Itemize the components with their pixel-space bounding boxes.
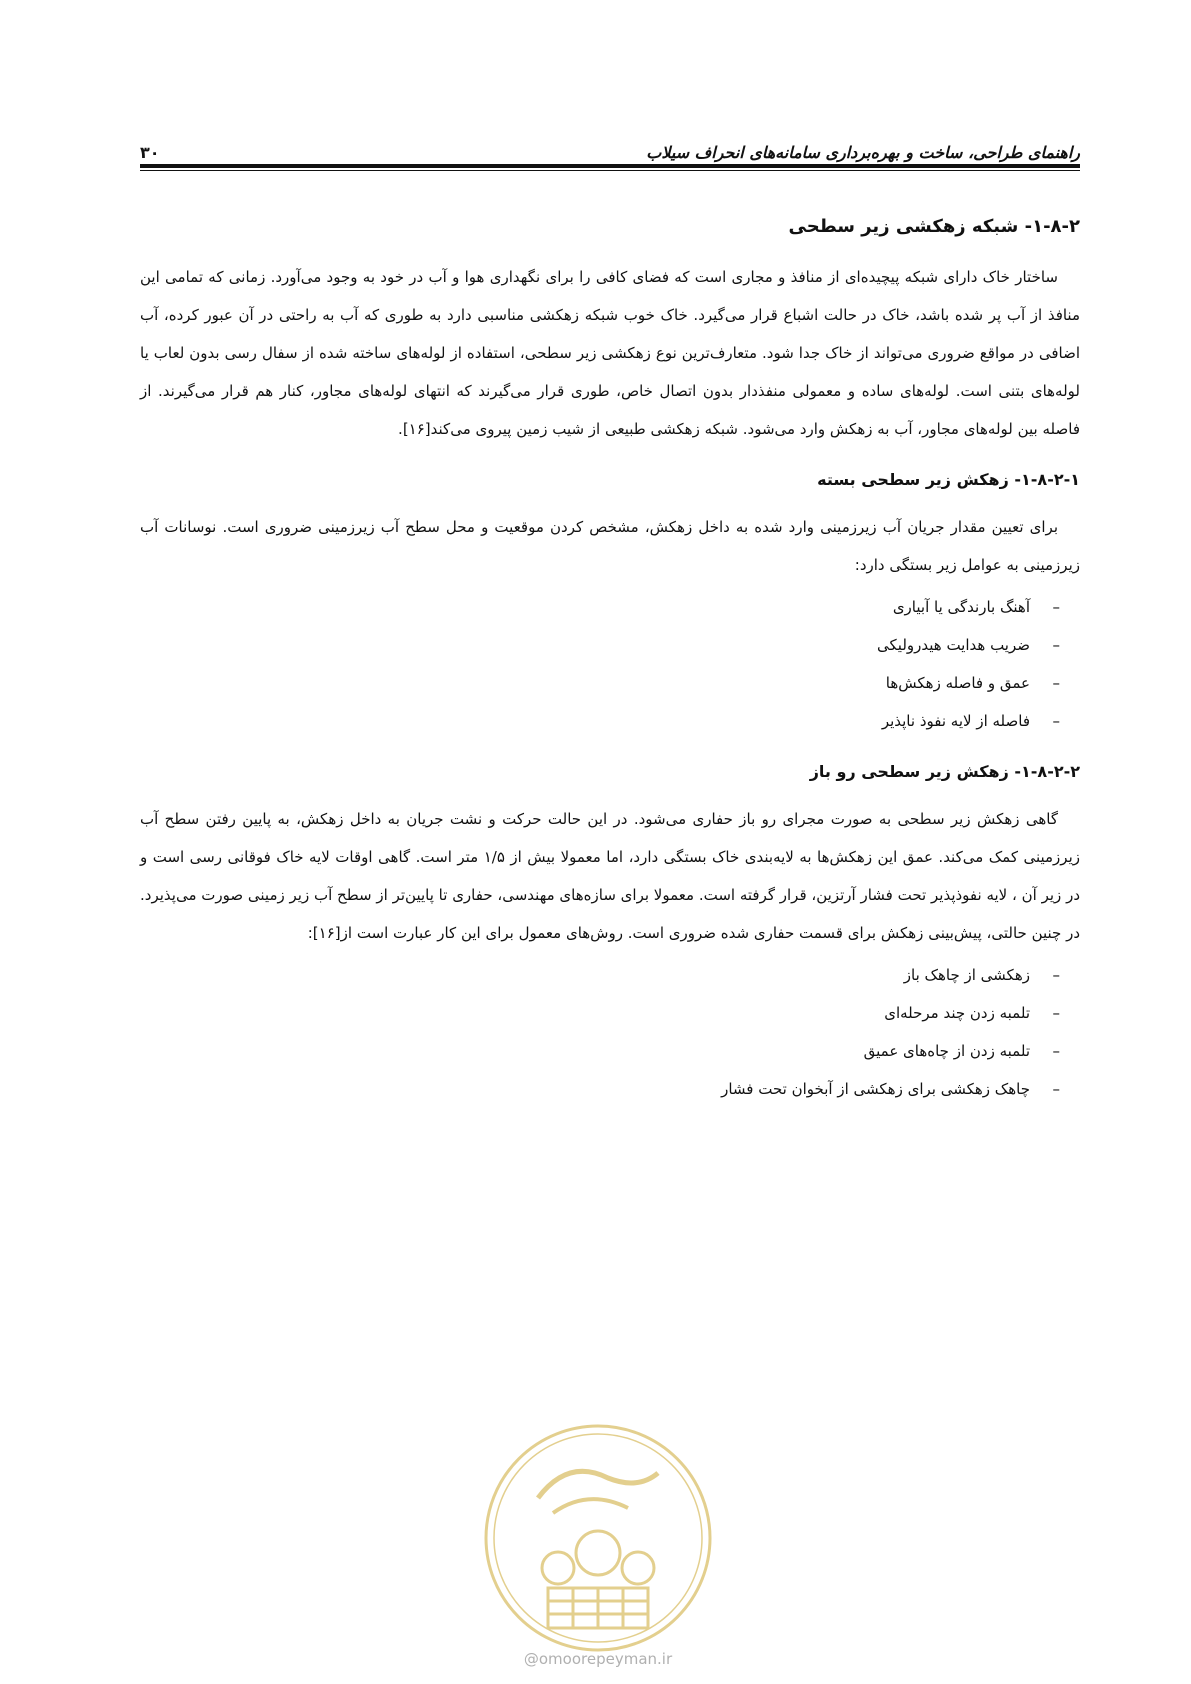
list-item: – تلمبه زدن از چاه‌های عمیق	[140, 1032, 1060, 1070]
page-body	[140, 212, 1080, 1108]
factor-list	[140, 588, 1080, 740]
list-item: – عمق و فاصله زهکش‌ها	[140, 664, 1060, 702]
page-number: ۳۰	[140, 143, 160, 162]
watermark-site-url: @omoorepeyman.ir	[523, 1650, 673, 1668]
section-heading-open-drain: ۱-۸-۲-۲- زهکش زیر سطحی رو باز	[809, 762, 1080, 781]
list-item: – آهنگ بارندگی یا آبیاری	[140, 588, 1060, 626]
paragraph-subsurface-drainage: ساختار خاک دارای شبکه پیچیده‌ای از منافذ و مجاری است که فضای کافی را برای نگهداری هوا و آب در خود به وجود می‌آورد. زمانی که تمامی این منافذ از آب پر شده باشد، خاک در حالت اشباع قرار می‌گیرد. خاک خوب شبکه زهکشی مناسبی دارد به طوری که آب به راحتی در آن عبور کرده، آب اضافی در مواقع ضروری می‌تواند از خاک جدا شود. متعارف‌ترین نوع زهکشی زیر سطحی، استفاده از لوله‌های ساخته شده از سفال رسی بدون لعاب یا لوله‌های بتنی است. لوله‌های ساده و معمولی منفذدار بدون اتصال خاص، طوری قرار می‌گیرند که انتهای لوله‌های مجاور، کنار هم قرار می‌گیرند. از فاصله بین لوله‌های مجاور، آب به زهکش وارد می‌شود. شبکه زهکشی طبیعی از شیب زمین پیروی می‌کند[۱۶].	[140, 268, 1080, 438]
section-heading-closed-drain: ۱-۸-۲-۱- زهکش زیر سطحی بسته	[817, 470, 1080, 489]
list-item: – ضریب هدایت هیدرولیکی	[140, 626, 1060, 664]
page-header	[140, 128, 1080, 162]
dash-marker: –	[1052, 598, 1060, 616]
section-heading-subsurface-drainage: ۱-۸-۲- شبکه زهکشی زیر سطحی	[788, 216, 1080, 237]
dash-marker: –	[1052, 966, 1060, 984]
watermark-seal-icon	[478, 1418, 718, 1658]
at-icon: @	[523, 1650, 539, 1668]
dash-marker: –	[1052, 1004, 1060, 1022]
list-item: – زهکشی از چاهک باز	[140, 956, 1060, 994]
method-list	[140, 956, 1080, 1108]
list-item: – فاصله از لایه نفوذ ناپذیر	[140, 702, 1060, 740]
list-item: – چاهک زهکشی برای زهکشی از آبخوان تحت فشار	[140, 1070, 1060, 1108]
dash-marker: –	[1052, 712, 1060, 730]
list-item: – تلمبه زدن چند مرحله‌ای	[140, 994, 1060, 1032]
header-rule-thin	[140, 170, 1080, 171]
running-title: راهنمای طراحی، ساخت و بهره‌برداری سامانه‌های انحراف سیلاب	[646, 143, 1080, 162]
dash-marker: –	[1052, 1042, 1060, 1060]
dash-marker: –	[1052, 674, 1060, 692]
dash-marker: –	[1052, 636, 1060, 654]
dash-marker: –	[1052, 1080, 1060, 1098]
paragraph-closed-drain: برای تعیین مقدار جریان آب زیرزمینی وارد شده به داخل زهکش، مشخص کردن موقعیت و محل سطح آب زیرزمینی ضروری است. نوسانات آب زیرزمینی به عوامل زیر بستگی دارد:	[140, 518, 1080, 574]
paragraph-open-drain: گاهی زهکش زیر سطحی به صورت مجرای رو باز حفاری می‌شود. در این حالت حرکت و نشت جریان به داخل زهکش، به پایین رفتن سطح آب زیرزمینی کمک می‌کند. عمق این زهکش‌ها به لایه‌بندی خاک بستگی دارد، اما معمولا بیش از ۱/۵ متر است. گاهی اوقات لایه خاک فوقانی رسی است و در زیر آن ، لایه نفوذپذیر تحت فشار آرتزین، قرار گرفته است. معمولا برای سازه‌های مهندسی، حفاری تا پایین‌تر از سطح آب زیر زمینی صورت می‌پذیرد. در چنین حالتی، پیش‌بینی زهکش برای قسمت حفاری شده ضروری است. روش‌های معمول برای این کار عبارت است از[۱۶]:	[140, 810, 1080, 942]
header-rule-thick	[140, 164, 1080, 168]
